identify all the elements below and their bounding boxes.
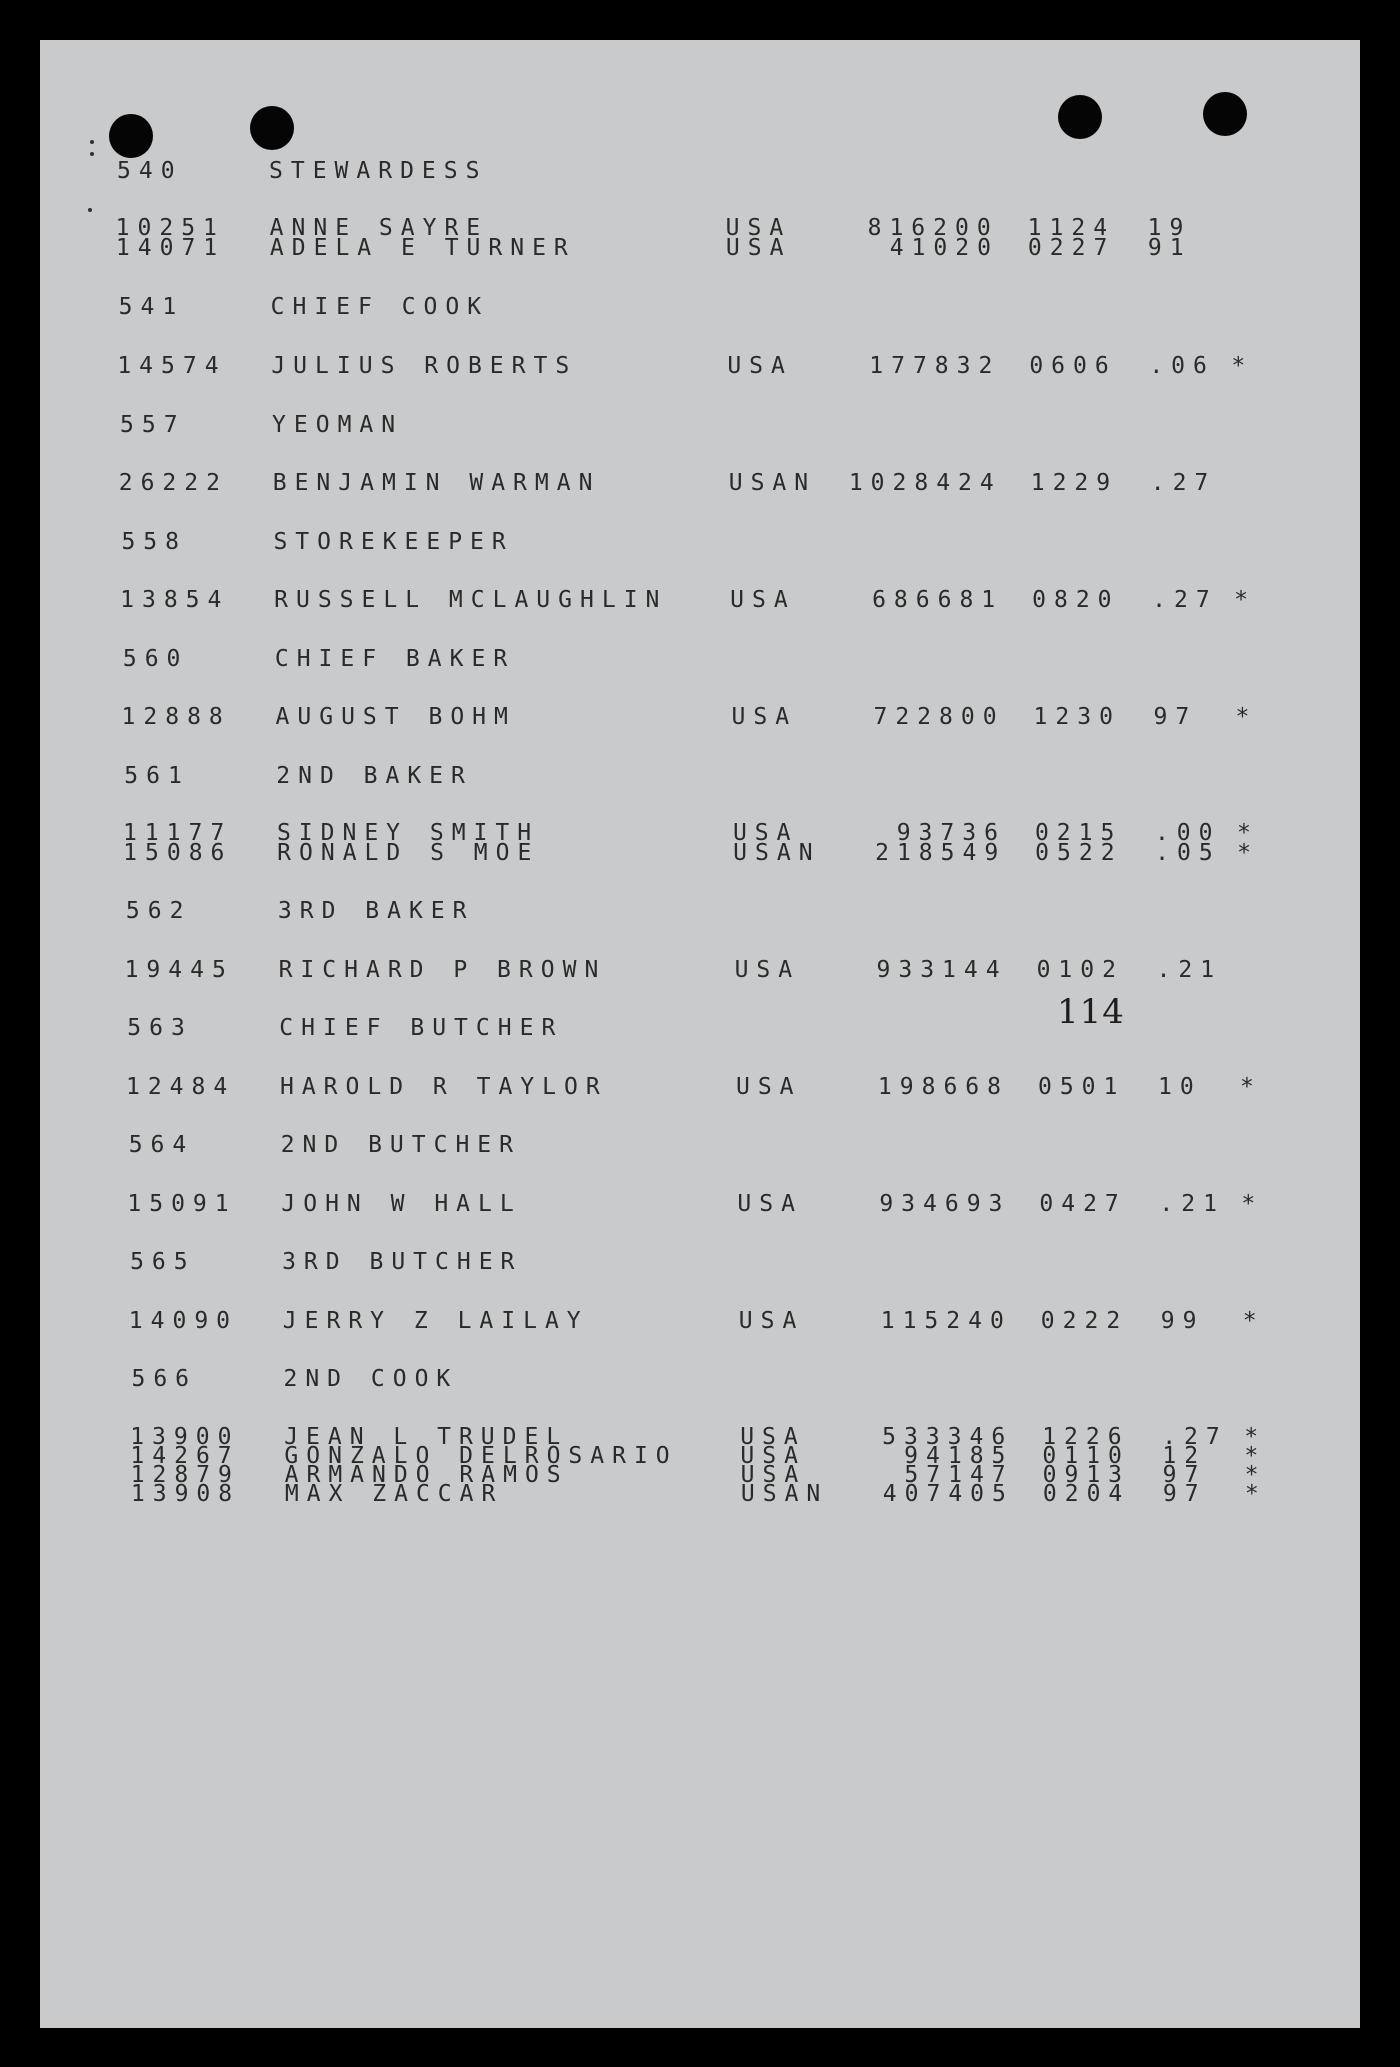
asterisk-mark: * xyxy=(1235,704,1250,730)
asterisk-mark: * xyxy=(1237,840,1252,866)
section-title: 2ND COOK xyxy=(283,1366,459,1392)
value-field: 97 xyxy=(1162,1481,1207,1507)
date-field: 1229 xyxy=(1030,470,1119,496)
crew-row xyxy=(40,1074,1360,1100)
crew-id: 13900 xyxy=(130,1424,240,1450)
section-title: STEWARDESS xyxy=(269,158,488,184)
date-field: 0606 xyxy=(1029,353,1117,379)
crew-row xyxy=(40,235,1360,261)
section-header xyxy=(40,529,1360,555)
crew-row xyxy=(40,1481,1360,1507)
crew-id: 15086 xyxy=(123,840,233,866)
crew-row xyxy=(40,470,1360,496)
crew-id: 14267 xyxy=(130,1443,240,1469)
date-field: 0913 xyxy=(1042,1462,1131,1488)
number-field: 93736 xyxy=(896,820,1006,846)
section-title: CHIEF BUTCHER xyxy=(279,1015,564,1041)
date-field: 1230 xyxy=(1033,704,1121,730)
punch-hole xyxy=(109,114,153,158)
crew-name: ARMANDO RAMOS xyxy=(284,1462,569,1488)
section-header xyxy=(40,158,1360,184)
crew-id: 12879 xyxy=(130,1462,240,1488)
number-field: 933144 xyxy=(876,957,1008,983)
nationality: USA xyxy=(740,1462,807,1488)
nationality: USA xyxy=(740,1424,806,1450)
document-page xyxy=(40,40,1360,2028)
nationality: USA xyxy=(738,1308,805,1334)
crew-name: JEAN L TRUDEL xyxy=(284,1424,569,1450)
number-field: 94185 xyxy=(904,1443,1014,1469)
value-field: 10 xyxy=(1157,1074,1202,1100)
crew-id: 13908 xyxy=(130,1481,241,1507)
nationality: USA xyxy=(730,587,796,613)
section-code: 540 xyxy=(117,158,183,184)
date-field: 0204 xyxy=(1042,1481,1131,1507)
crew-id: 12484 xyxy=(125,1074,236,1100)
asterisk-mark: * xyxy=(1244,1424,1259,1450)
punch-hole xyxy=(250,106,294,150)
section-header xyxy=(40,294,1360,320)
crew-name: GONZALO DELROSARIO xyxy=(284,1443,678,1469)
crew-row xyxy=(40,840,1360,866)
section-title: 2ND BUTCHER xyxy=(280,1132,522,1158)
value-field: 97 xyxy=(1153,704,1198,730)
section-header xyxy=(40,1249,1360,1275)
crew-row xyxy=(40,1191,1360,1217)
ink-speck xyxy=(88,208,92,212)
nationality: USA xyxy=(740,1443,806,1469)
date-field: 0427 xyxy=(1039,1191,1127,1217)
section-header xyxy=(40,646,1360,672)
asterisk-mark: * xyxy=(1239,1074,1254,1100)
crew-name: BENJAMIN WARMAN xyxy=(272,470,601,496)
section-header xyxy=(40,412,1360,438)
ink-speck xyxy=(90,152,94,156)
nationality: USA xyxy=(731,704,798,730)
asterisk-mark: * xyxy=(1242,1308,1257,1334)
section-code: 560 xyxy=(122,646,189,672)
value-field: .27 xyxy=(1162,1424,1228,1450)
crew-name: ANNE SAYRE xyxy=(269,215,489,241)
crew-name: MAX ZACCAR xyxy=(284,1481,504,1507)
crew-id: 13854 xyxy=(120,587,230,613)
nationality: USA xyxy=(735,1074,802,1100)
number-field: 41020 xyxy=(889,235,999,261)
crew-name: JULIUS ROBERTS xyxy=(271,353,578,379)
crew-id: 12888 xyxy=(121,704,231,730)
value-field: .21 xyxy=(1159,1191,1225,1217)
page-number: 114 xyxy=(1057,992,1125,1032)
number-field: 686681 xyxy=(872,587,1004,613)
date-field: 0227 xyxy=(1027,235,1116,261)
number-field: 198668 xyxy=(877,1074,1009,1100)
date-field: 0110 xyxy=(1042,1443,1130,1469)
nationality: USA xyxy=(725,215,792,241)
value-field: .27 xyxy=(1152,587,1218,613)
section-title: 3RD BUTCHER xyxy=(282,1249,523,1275)
number-field: 177832 xyxy=(869,353,1001,379)
section-title: STOREKEEPER xyxy=(273,529,514,555)
crew-id: 11177 xyxy=(122,820,233,846)
number-field: 1028424 xyxy=(848,470,1002,496)
crew-id: 19445 xyxy=(124,957,234,983)
crew-row xyxy=(40,1308,1360,1334)
date-field: 0820 xyxy=(1032,587,1120,613)
number-field: 533346 xyxy=(882,1424,1014,1450)
nationality: USA xyxy=(734,957,801,983)
section-title: 3RD BAKER xyxy=(277,898,475,924)
date-field: 0102 xyxy=(1036,957,1124,983)
crew-name: AUGUST BOHM xyxy=(275,704,516,730)
crew-row xyxy=(40,957,1360,983)
punch-hole xyxy=(1058,95,1102,139)
date-field: 0215 xyxy=(1034,820,1123,846)
asterisk-mark: * xyxy=(1234,587,1248,613)
section-code: 562 xyxy=(125,898,192,924)
crew-name: SIDNEY SMITH xyxy=(276,820,540,846)
section-code: 557 xyxy=(120,412,186,438)
value-field: .05 xyxy=(1155,840,1221,866)
section-code: 564 xyxy=(128,1132,195,1158)
crew-row xyxy=(40,587,1360,613)
ink-speck xyxy=(90,140,94,144)
section-code: 563 xyxy=(127,1015,193,1041)
nationality: USA xyxy=(725,235,792,261)
value-field: 12 xyxy=(1162,1443,1207,1469)
crew-id: 15091 xyxy=(127,1191,237,1217)
nationality: USA xyxy=(732,820,799,846)
crew-id: 14071 xyxy=(115,235,226,261)
crew-row xyxy=(40,353,1360,379)
date-field: 0501 xyxy=(1037,1074,1126,1100)
number-field: 57147 xyxy=(904,1462,1014,1488)
nationality: USA xyxy=(727,353,793,379)
crew-name: ADELA E TURNER xyxy=(269,235,576,261)
value-field: .00 xyxy=(1154,820,1221,846)
number-field: 218549 xyxy=(875,840,1007,866)
nationality: USAN xyxy=(733,840,821,866)
value-field: 99 xyxy=(1160,1308,1205,1334)
asterisk-mark: * xyxy=(1244,1481,1259,1507)
crew-name: HAROLD R TAYLOR xyxy=(279,1074,608,1100)
section-header xyxy=(40,1132,1360,1158)
number-field: 115240 xyxy=(880,1308,1012,1334)
asterisk-mark: * xyxy=(1231,353,1246,379)
section-header xyxy=(40,898,1360,924)
punch-hole xyxy=(1203,92,1247,136)
crew-id: 10251 xyxy=(115,215,225,241)
crew-row xyxy=(40,704,1360,730)
section-header xyxy=(40,1015,1360,1041)
section-code: 561 xyxy=(124,763,190,789)
number-field: 934693 xyxy=(879,1191,1011,1217)
asterisk-mark: * xyxy=(1236,820,1251,846)
asterisk-mark: * xyxy=(1241,1191,1256,1217)
nationality: USAN xyxy=(728,470,817,496)
number-field: 407405 xyxy=(882,1481,1014,1507)
section-title: CHIEF BAKER xyxy=(274,646,516,672)
nationality: USAN xyxy=(740,1481,829,1507)
value-field: .27 xyxy=(1150,470,1217,496)
number-field: 816200 xyxy=(867,215,999,241)
asterisk-mark: * xyxy=(1244,1462,1259,1488)
section-title: CHIEF COOK xyxy=(270,294,490,320)
section-code: 558 xyxy=(121,529,187,555)
crew-name: RONALD S MOE xyxy=(277,840,540,866)
section-code: 541 xyxy=(118,294,185,320)
value-field: 97 xyxy=(1162,1462,1207,1488)
crew-name: RUSSELL MCLAUGHLIN xyxy=(274,587,668,613)
asterisk-mark: * xyxy=(1244,1443,1259,1469)
crew-id: 14574 xyxy=(117,353,227,379)
section-code: 566 xyxy=(131,1366,198,1392)
value-field: 19 xyxy=(1147,215,1192,241)
date-field: 0222 xyxy=(1040,1308,1129,1334)
crew-id: 14090 xyxy=(128,1308,239,1334)
date-field: 1124 xyxy=(1027,215,1116,241)
date-field: 1226 xyxy=(1042,1424,1130,1450)
crew-name: JERRY Z LAILAY xyxy=(282,1308,589,1334)
date-field: 0522 xyxy=(1035,840,1123,866)
value-field: 91 xyxy=(1147,235,1192,261)
crew-name: RICHARD P BROWN xyxy=(278,957,607,983)
crew-name: JOHN W HALL xyxy=(281,1191,522,1217)
section-code: 565 xyxy=(130,1249,196,1275)
number-field: 722800 xyxy=(873,704,1005,730)
value-field: .21 xyxy=(1156,957,1223,983)
crew-id: 26222 xyxy=(118,470,228,496)
section-title: YEOMAN xyxy=(272,412,404,438)
nationality: USA xyxy=(737,1191,803,1217)
value-field: .06 xyxy=(1149,353,1215,379)
section-header xyxy=(40,1366,1360,1392)
section-title: 2ND BAKER xyxy=(276,763,473,789)
section-header xyxy=(40,763,1360,789)
